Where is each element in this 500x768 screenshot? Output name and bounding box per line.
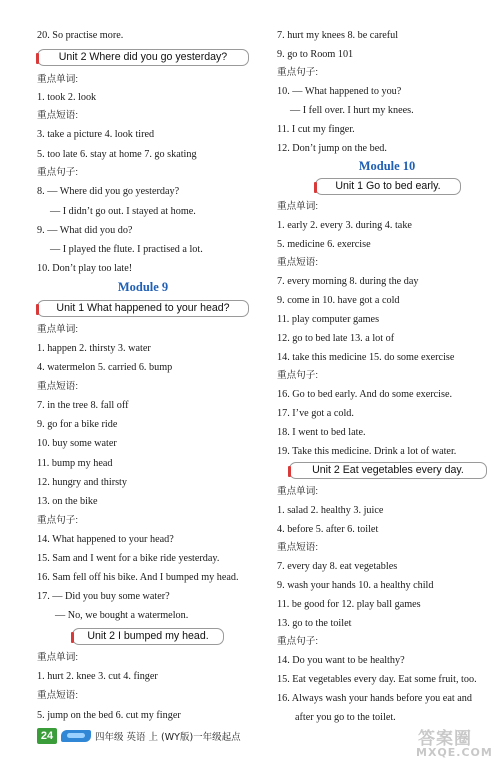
sentence-line: 15. Eat vegetables every day. Eat some fruit, too. <box>277 674 477 685</box>
sentence-line: 15. Sam and I went for a bike ride yesterday. <box>37 553 220 564</box>
phrase-line: 12. hungry and thirsty <box>37 477 127 488</box>
sentence-line: 16. Sam fell off his bike. And I bumped my head. <box>37 572 239 583</box>
phrase-line: 13. on the bike <box>37 496 98 507</box>
module-title: Module 10 <box>358 159 416 173</box>
unit-heading: Unit 2 Where did you go yesterday? <box>37 49 249 66</box>
sentence-line: 8. — Where did you go yesterday? <box>37 186 180 197</box>
section-label-words: 重点单词: <box>277 201 319 212</box>
sentence-line: 20. So practise more. <box>37 30 124 41</box>
section-label-phrases: 重点短语: <box>277 542 319 553</box>
section-label-phrases: 重点短语: <box>37 110 79 121</box>
watermark <box>410 724 493 764</box>
word-line: 4. watermelon 5. carried 6. bump <box>37 362 173 373</box>
section-label-phrases: 重点短语: <box>37 690 79 701</box>
phrase-line: 14. take this medicine 15. do some exercise <box>277 352 455 363</box>
section-label-words: 重点单词: <box>37 652 79 663</box>
section-label-sentences: 重点句子: <box>277 636 319 647</box>
sentence-line: — No, we bought a watermelon. <box>55 610 189 621</box>
phrase-line: 7. every day 8. eat vegetables <box>277 561 398 572</box>
sentence-line: 16. Always wash your hands before you eat and <box>277 693 472 704</box>
unit-heading: Unit 1 Go to bed early. <box>315 178 461 195</box>
section-label-phrases: 重点短语: <box>277 257 319 268</box>
phrase-line: 9. go to Room 101 <box>277 49 354 60</box>
section-label-sentences: 重点句子: <box>37 515 79 526</box>
accent-mark <box>36 304 39 315</box>
section-label-phrases: 重点短语: <box>37 381 79 392</box>
sentence-line: 18. I went to bed late. <box>277 427 366 438</box>
phrase-line: 7. every morning 8. during the day <box>277 276 419 287</box>
sentence-line: 12. Don’t jump on the bed. <box>277 143 387 154</box>
accent-mark <box>314 182 317 193</box>
sentence-line: 11. I cut my finger. <box>277 124 355 135</box>
unit-heading: Unit 1 What happened to your head? <box>37 300 249 317</box>
sentence-line: 19. Take this medicine. Drink a lot of water. <box>277 446 457 457</box>
module-title: Module 9 <box>117 280 169 294</box>
sentence-line: 10. — What happened to you? <box>277 86 402 97</box>
phrase-line: 7. hurt my knees 8. be careful <box>277 30 399 41</box>
phrase-line: 7. in the tree 8. fall off <box>37 400 129 411</box>
phrase-line: 9. go for a bike ride <box>37 419 118 430</box>
unit-heading: Unit 2 Eat vegetables every day. <box>289 462 487 479</box>
sentence-line: 17. — Did you buy some water? <box>37 591 170 602</box>
section-label-sentences: 重点句子: <box>37 167 79 178</box>
phrase-line: 10. buy some water <box>37 438 117 449</box>
phrase-line: 11. be good for 12. play ball games <box>277 599 421 610</box>
section-label-sentences: 重点句子: <box>277 370 319 381</box>
word-line: 1. early 2. every 3. during 4. take <box>277 220 412 231</box>
section-label-words: 重点单词: <box>37 324 79 335</box>
phrase-line: 5. too late 6. stay at home 7. go skating <box>37 149 197 160</box>
watermark-line: 答案圈 <box>418 729 472 749</box>
phrase-line: 9. wash your hands 10. a healthy child <box>277 580 434 591</box>
phrase-line: 12. go to bed late 13. a lot of <box>277 333 395 344</box>
watermark-line: MXQE.COM <box>416 746 493 759</box>
sentence-line: — I played the flute. I practised a lot. <box>50 244 203 255</box>
section-label-sentences: 重点句子: <box>277 67 319 78</box>
sentence-line: — I fell over. I hurt my knees. <box>290 105 414 116</box>
phrase-line: 3. take a picture 4. look tired <box>37 129 155 140</box>
word-line: 1. took 2. look <box>37 92 97 103</box>
unit-heading: Unit 2 I bumped my head. <box>72 628 224 645</box>
sentence-line: 14. What happened to your head? <box>37 534 174 545</box>
phrase-line: 13. go to the toilet <box>277 618 352 629</box>
word-line: 1. hurt 2. knee 3. cut 4. finger <box>37 671 158 682</box>
page-number: 24 <box>37 728 57 744</box>
sentence-line: — I didn’t go out. I stayed at home. <box>50 206 196 217</box>
publisher-logo-icon <box>61 730 91 742</box>
section-label-words: 重点单词: <box>37 74 79 85</box>
word-line: 1. happen 2. thirsty 3. water <box>37 343 151 354</box>
accent-mark <box>288 466 291 477</box>
sentence-line: 14. Do you want to be healthy? <box>277 655 405 666</box>
sentence-line: 17. I’ve got a cold. <box>277 408 354 419</box>
phrase-line: 11. play computer games <box>277 314 380 325</box>
sentence-line: 10. Don’t play too late! <box>37 263 133 274</box>
book-info: 四年级 英语 上 (WY版)一年级起点 <box>95 732 241 743</box>
sentence-line: 16. Go to bed early. And do some exercise. <box>277 389 453 400</box>
word-line: 1. salad 2. healthy 3. juice <box>277 505 384 516</box>
accent-mark <box>36 53 39 64</box>
sentence-line: 9. — What did you do? <box>37 225 133 236</box>
phrase-line: 11. bump my head <box>37 458 113 469</box>
phrase-line: 5. jump on the bed 6. cut my finger <box>37 710 181 721</box>
word-line: 5. medicine 6. exercise <box>277 239 371 250</box>
accent-mark <box>71 632 74 643</box>
word-line: 4. before 5. after 6. toilet <box>277 524 379 535</box>
phrase-line: 9. come in 10. have got a cold <box>277 295 400 306</box>
section-label-words: 重点单词: <box>277 486 319 497</box>
sentence-line: after you go to the toilet. <box>295 712 396 723</box>
